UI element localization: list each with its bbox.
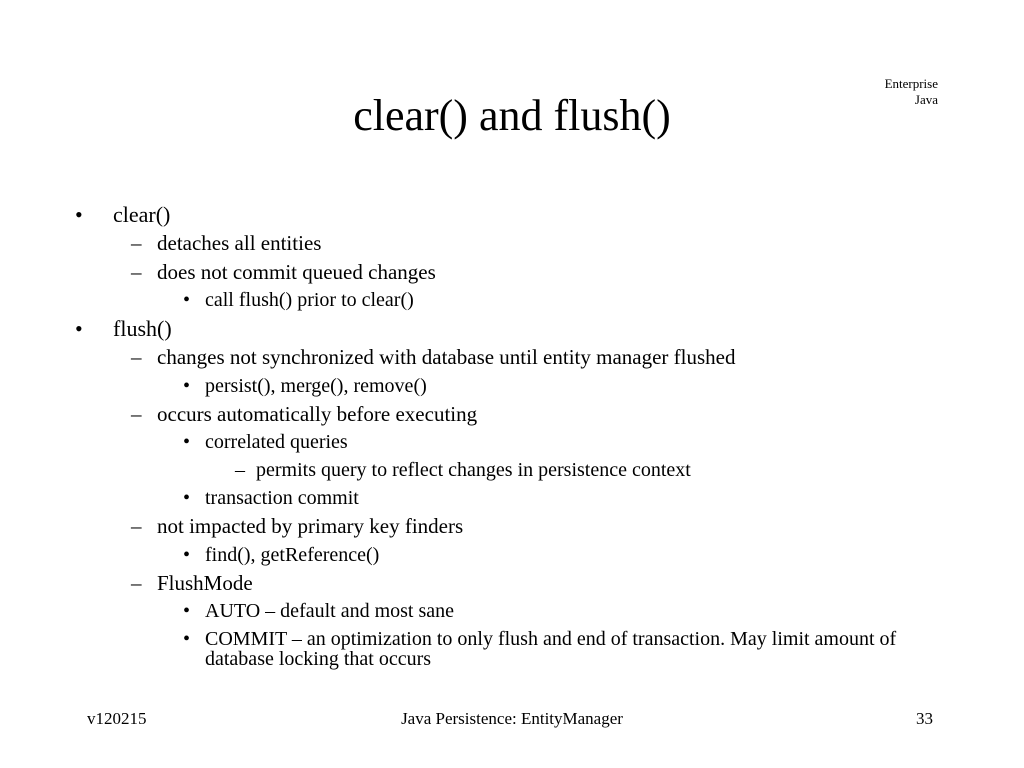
course-label-line2: Java: [914, 92, 938, 107]
bullet-text: flush(): [113, 316, 172, 341]
sub-sub-bullet-text: find(), getReference(): [205, 543, 380, 566]
course-label-line1: Enterprise: [884, 76, 938, 91]
dash-marker: –: [131, 570, 142, 595]
bullet-list: [0, 200, 1024, 670]
bullet-text: clear(): [113, 202, 171, 227]
sub-sub-bullet-item: [0, 625, 1024, 670]
bullet-marker: •: [183, 289, 191, 311]
sub-sub-bullet-text: call flush() prior to clear(): [205, 289, 414, 311]
sub-bullet-text: FlushMode: [157, 570, 253, 595]
bullet-marker: •: [183, 600, 191, 622]
bullet-marker: •: [183, 543, 191, 566]
sub-sub-bullet-item: [0, 286, 1024, 314]
sub-sub-bullet-item: [0, 541, 1024, 569]
bullet-marker: •: [75, 316, 83, 341]
dash-marker: –: [235, 459, 245, 481]
sub-bullet-item: [0, 512, 1024, 541]
dash-marker: –: [131, 345, 142, 369]
slide-title: clear() and flush(): [353, 91, 671, 140]
level4-bullet-item: [0, 456, 1024, 484]
dash-marker: –: [131, 259, 142, 284]
sub-bullet-item: [0, 400, 1024, 429]
sub-bullet-item: [0, 229, 1024, 258]
bullet-marker: •: [75, 202, 83, 227]
dash-marker: –: [131, 231, 142, 255]
sub-bullet-text: changes not synchronized with database until entity manager flushed: [157, 345, 736, 369]
bullet-item: [0, 314, 1024, 343]
sub-bullet-item: [0, 343, 1024, 372]
sub-bullet-text: does not commit queued changes: [157, 259, 436, 284]
sub-bullet-text: detaches all entities: [157, 231, 322, 255]
sub-sub-bullet-item: [0, 372, 1024, 400]
page-number: 33: [916, 709, 933, 728]
sub-bullet-text: not impacted by primary key finders: [157, 514, 464, 538]
footer-version: v120215: [87, 709, 147, 728]
sub-sub-bullet-item: [0, 428, 1024, 456]
sub-bullet-item: [0, 258, 1024, 287]
bullet-item: [0, 200, 1024, 229]
sub-sub-bullet-text: transaction commit: [205, 487, 359, 509]
sub-bullet-item: [0, 569, 1024, 598]
sub-sub-bullet-text: COMMIT – an optimization to only flush and end of transaction. May limit amount of database locking that occurs: [205, 628, 897, 670]
sub-bullet-text: occurs automatically before executing: [157, 401, 478, 426]
footer-course-title: Java Persistence: EntityManager: [401, 709, 623, 728]
bullet-marker: •: [183, 628, 191, 650]
dash-marker: –: [131, 401, 142, 426]
level4-bullet-text: permits query to reflect changes in persistence context: [256, 459, 691, 481]
sub-sub-bullet-item: [0, 597, 1024, 625]
sub-sub-bullet-text: persist(), merge(), remove(): [205, 374, 427, 397]
sub-sub-bullet-text: correlated queries: [205, 431, 348, 453]
sub-sub-bullet-item: [0, 484, 1024, 512]
bullet-marker: •: [183, 487, 191, 509]
bullet-marker: •: [183, 374, 191, 397]
sub-sub-bullet-text: AUTO – default and most sane: [205, 600, 455, 622]
bullet-marker: •: [183, 431, 191, 453]
dash-marker: –: [131, 514, 142, 538]
